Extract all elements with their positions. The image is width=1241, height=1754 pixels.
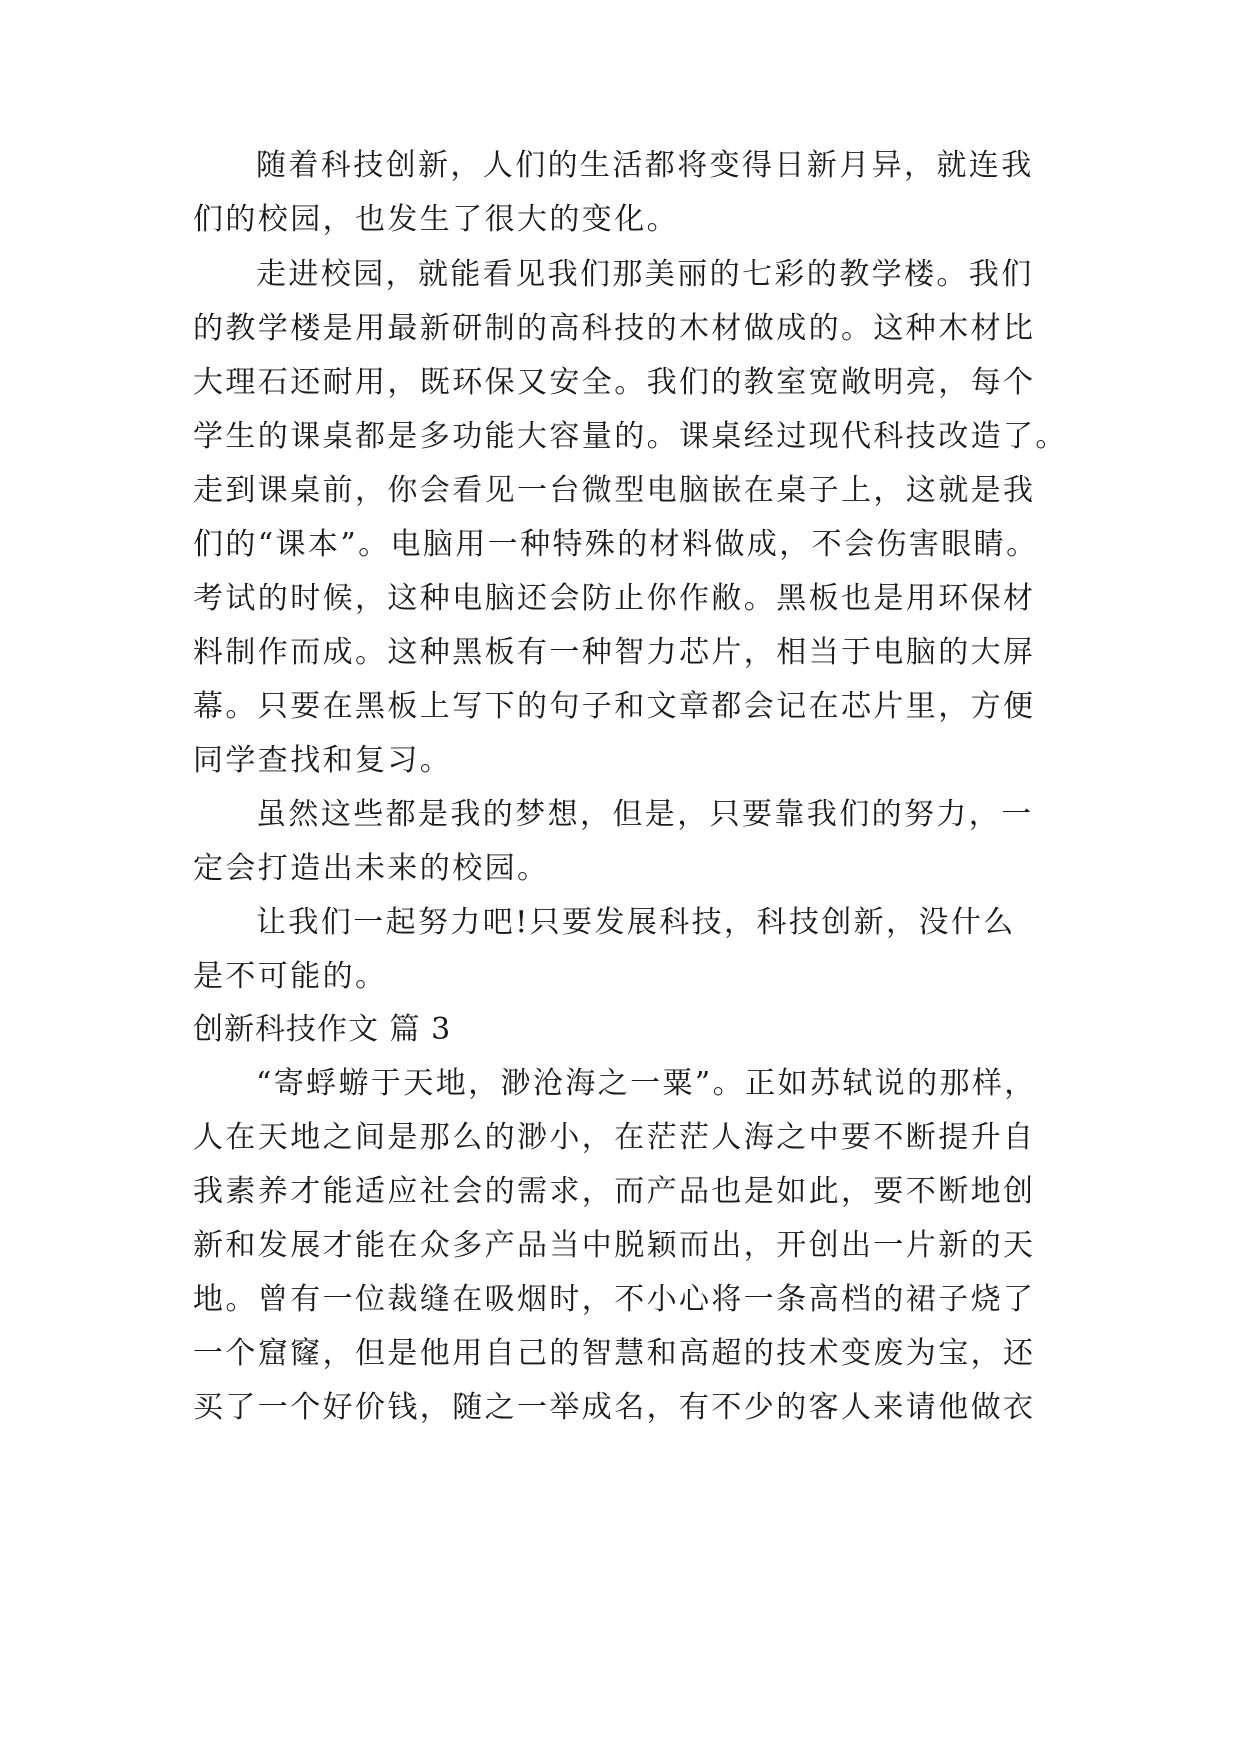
paragraph-line: 人在天地之间是那么的渺小，在茫茫人海之中要不断提升自 [193,1120,1036,1155]
paragraph-line: 同学查找和复习。 [193,743,453,778]
paragraph-line: 们的“课本”。电脑用一种特殊的材料做成，不会伤害眼睛。 [193,527,1039,562]
paragraph-line: “寄蜉蝣于天地，渺沧海之一粟”。正如苏轼说的那样， [256,1066,1037,1101]
paragraph-line: 走到课桌前，你会看见一台微型电脑嵌在桌子上，这就是我 [193,473,1036,508]
paragraph-line: 料制作而成。这种黑板有一种智力芯片，相当于电脑的大屏 [193,635,1036,670]
paragraph-line: 随着科技创新，人们的生活都将变得日新月异，就连我 [256,148,1034,183]
paragraph-line: 我素养才能适应社会的需求，而产品也是如此，要不断地创 [193,1174,1036,1209]
paragraph-line: 新和发展才能在众多产品当中脱颖而出，开创出一片新的天 [193,1228,1036,1263]
paragraph-line: 定会打造出未来的校园。 [193,851,550,886]
paragraph-line: 让我们一起努力吧!只要发展科技，科技创新，没什么 [256,905,1016,940]
paragraph-line: 学生的课桌都是多功能大容量的。课桌经过现代科技改造了。 [193,419,1068,454]
paragraph-line: 幕。只要在黑板上写下的句子和文章都会记在芯片里，方便 [193,689,1036,724]
paragraph-line: 们的校园，也发生了很大的变化。 [193,202,679,237]
paragraph-line: 买了一个好价钱，随之一举成名，有不少的客人来请他做衣 [193,1390,1036,1425]
paragraph-line: 的教学楼是用最新研制的高科技的木材做成的。这种木材比 [193,311,1036,346]
paragraph-line: 走进校园，就能看见我们那美丽的七彩的教学楼。我们 [256,257,1034,292]
paragraph-line: 一个窟窿，但是他用自己的智慧和高超的技术变废为宝，还 [193,1336,1036,1371]
paragraph-line: 地。曾有一位裁缝在吸烟时，不小心将一条高档的裙子烧了 [193,1282,1036,1317]
paragraph-line: 是不可能的。 [193,959,388,994]
paragraph-line: 虽然这些都是我的梦想，但是，只要靠我们的努力，一 [256,797,1034,832]
paragraph-line: 考试的时候，这种电脑还会防止你作敝。黑板也是用环保材 [193,581,1036,616]
section-heading: 创新科技作文 篇 3 [193,1012,452,1047]
paragraph-line: 大理石还耐用，既环保又安全。我们的教室宽敞明亮，每个 [193,365,1036,400]
